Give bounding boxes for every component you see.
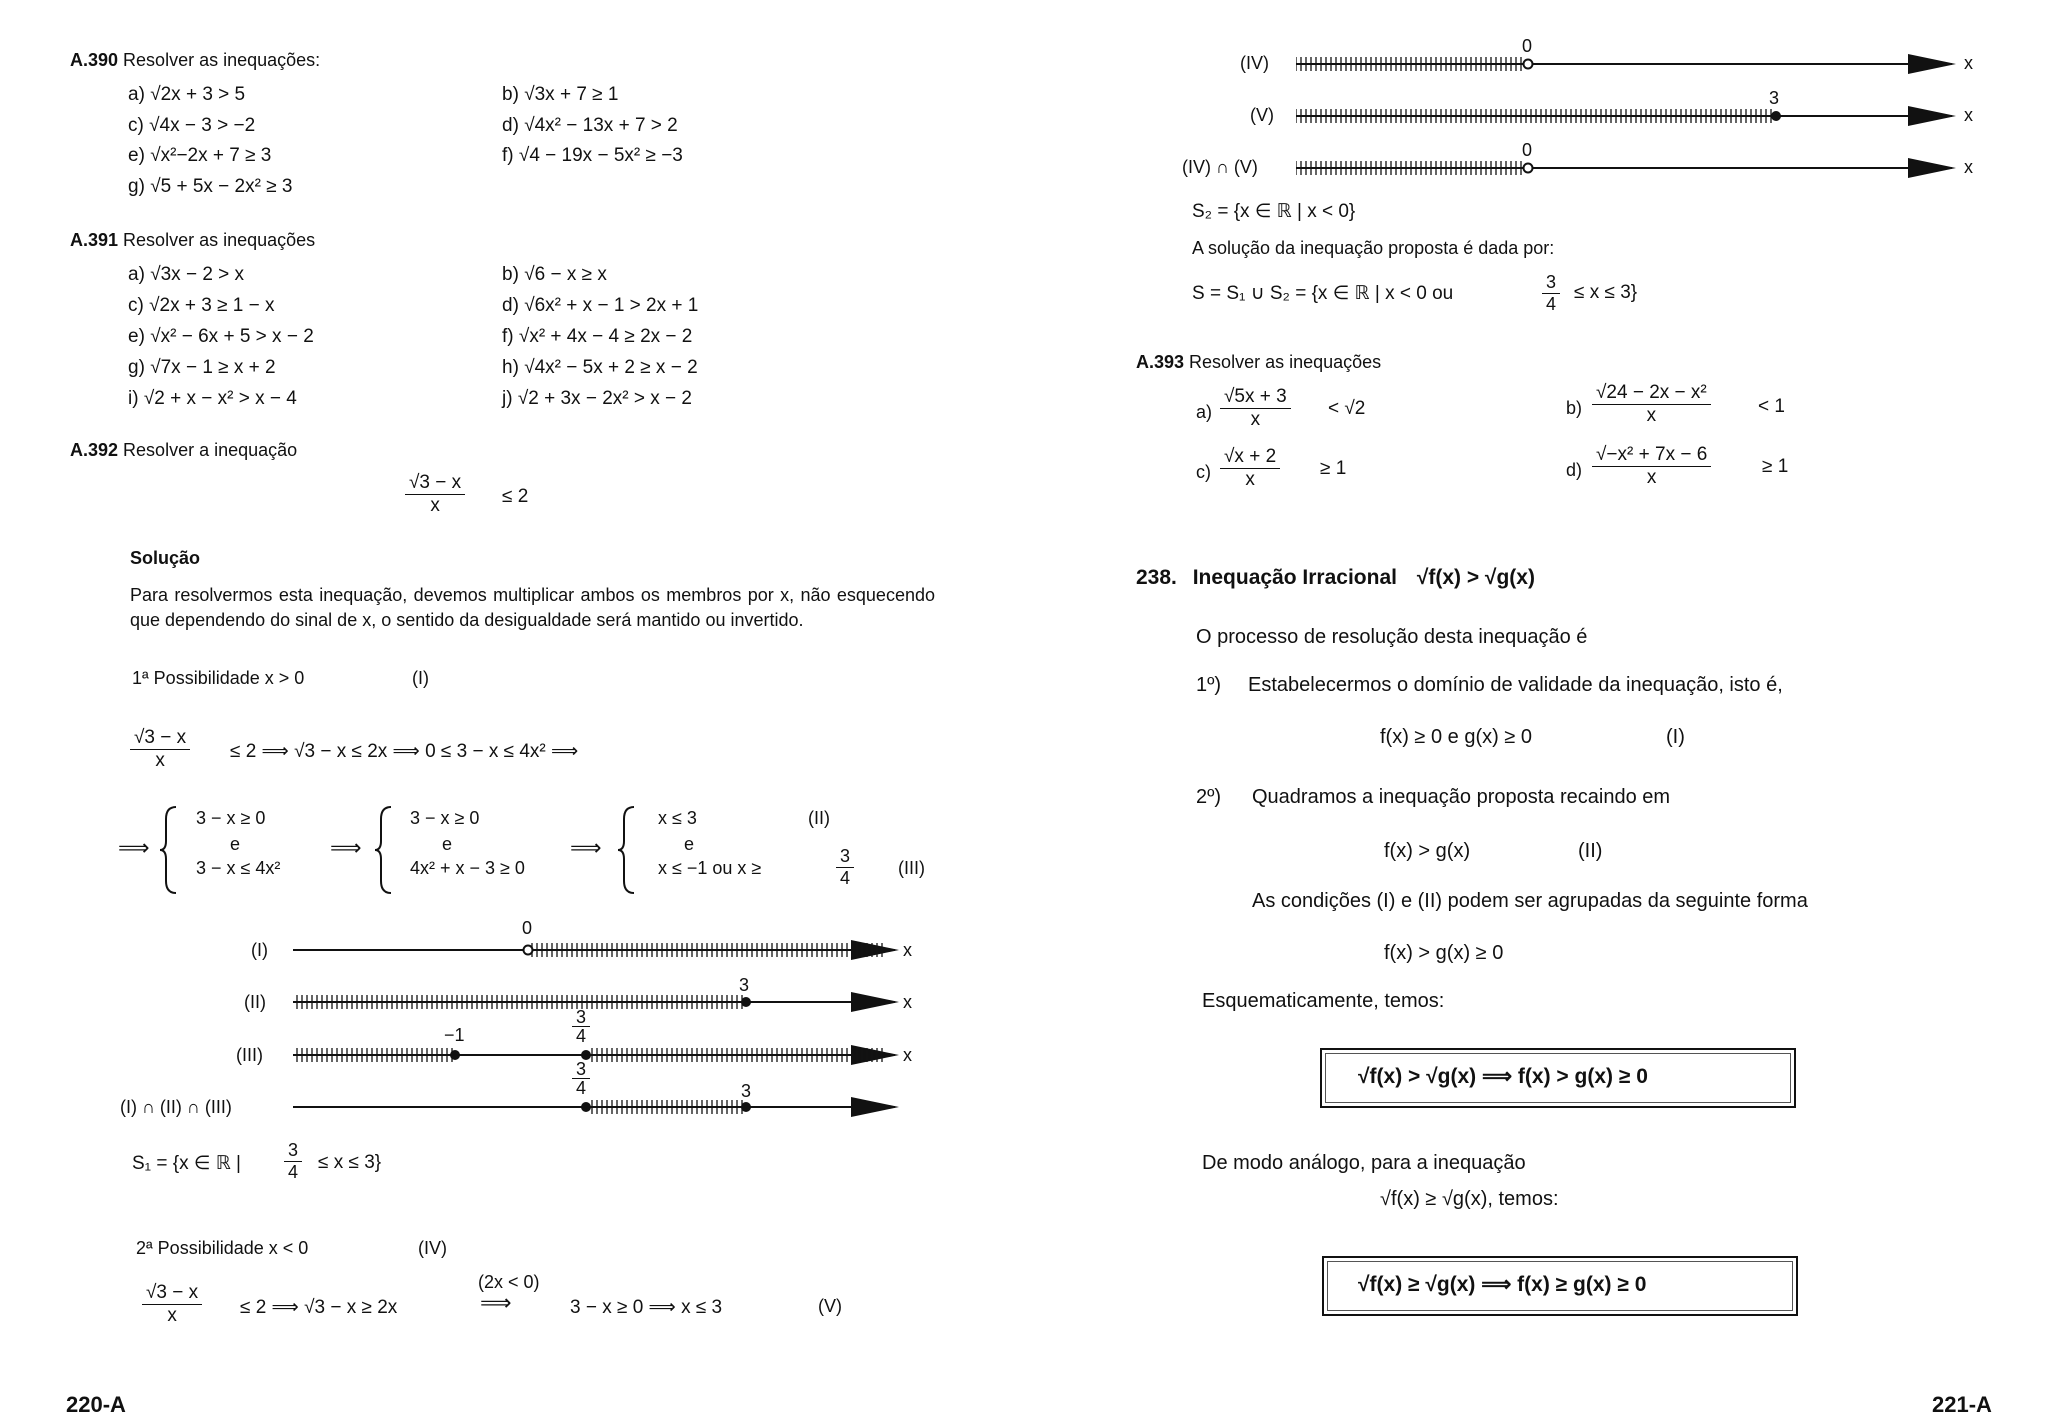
tag: (V) <box>818 1296 842 1316</box>
exercise-label: A.391 <box>70 230 119 250</box>
system-line: x ≤ −1 ou x ≥ <box>658 858 762 878</box>
system-line: e <box>684 834 695 854</box>
left-brace <box>618 805 638 895</box>
step-number: 1º) <box>1196 674 1222 696</box>
fraction: $\frac{\text{√−x² + 7x − 6}}{x}$ <box>1592 444 1711 489</box>
shaded-interval <box>1296 109 1774 123</box>
section-number: 238. <box>1136 566 1177 589</box>
fraction: $\frac{√3 - x}{x}$ <box>405 472 465 517</box>
system-line: x ≤ 3 <box>658 808 697 828</box>
inequality-rhs: ≤ 2 <box>502 486 529 507</box>
tick-label: 0 <box>1522 140 1533 160</box>
line-label: (III) <box>236 1045 263 1065</box>
exercise-item: e) √x²−2x + 7 ≥ 3 <box>128 145 272 166</box>
fraction: $\frac{\text{√24 − 2x − x²}}{x}$ <box>1592 382 1711 427</box>
axis-label: x <box>903 940 912 960</box>
derivation-step: ≤ 2 ⟹ √3 − x ≥ 2x <box>240 1297 398 1318</box>
left-brace <box>375 805 395 895</box>
axis-label: x <box>903 1045 912 1065</box>
system-line: e <box>230 834 241 854</box>
possibility-2: 2ª Possibilidade x < 0 <box>136 1238 309 1258</box>
line-label: (V) <box>1250 105 1274 125</box>
exercise-title: Resolver as inequações <box>118 230 316 250</box>
schema-text: Esquematicamente, temos: <box>1202 990 1445 1012</box>
tick-label: 3 <box>1769 88 1780 108</box>
solution-heading: Solução <box>130 548 201 568</box>
page-number: 220-A <box>66 1392 126 1417</box>
open-point <box>524 946 533 955</box>
tag: (III) <box>898 858 925 878</box>
exercise-label: A.392 <box>70 440 119 460</box>
tick-label: −1 <box>444 1025 465 1045</box>
implies-arrow: ⟹ <box>330 835 362 860</box>
step-text: Quadramos a inequação proposta recaindo em <box>1252 786 1671 808</box>
solution-paragraph: Para resolvermos esta inequação, devemos multiplicar ambos os membros por x, não esquecendo que dependendo do sinal de x, o sentido da desigualdade será mantido ou invertido. <box>130 585 935 630</box>
exercise-item: a) √2x + 3 > 5 <box>128 84 246 105</box>
exercise-item: d) √4x² − 13x + 7 > 2 <box>502 115 678 136</box>
axis-label: x <box>1964 105 1973 125</box>
inequality-rhs: < √2 <box>1328 398 1366 419</box>
open-point <box>1524 60 1533 69</box>
fraction: $\frac{3}{4}$ <box>284 1140 302 1183</box>
closed-point <box>450 1050 460 1060</box>
analog-expr: √f(x) ≥ √g(x), temos: <box>1380 1188 1559 1210</box>
group-text: As condições (I) e (II) podem ser agrupadas da seguinte forma <box>1252 890 1808 912</box>
solution-set-s2: S₂ = {x ∈ ℝ | x < 0} <box>1192 201 1356 222</box>
exercise-title: Resolver a inequação <box>118 440 298 460</box>
tag: (II) <box>808 808 830 828</box>
closed-point <box>741 997 751 1007</box>
exercise-a393-heading <box>1136 352 1381 373</box>
solution-set-s1-end: ≤ x ≤ 3} <box>318 1152 382 1173</box>
closed-point <box>1771 111 1781 121</box>
closed-point <box>581 1102 591 1112</box>
exercise-item: a) √3x − 2 > x <box>128 264 245 285</box>
final-solution-set-end: ≤ x ≤ 3} <box>1574 282 1638 303</box>
exercise-item: g) √7x − 1 ≥ x + 2 <box>128 357 276 378</box>
item-prefix: c) <box>1196 462 1211 482</box>
tag: (I) <box>412 668 429 688</box>
exercise-item: f) √x² + 4x − 4 ≥ 2x − 2 <box>502 326 693 347</box>
tag: (I) <box>1666 726 1685 748</box>
condition-label: (2x < 0) <box>478 1272 540 1292</box>
fraction: $\frac{√3 - x}{x}$ <box>130 727 190 772</box>
system-line: 3 − x ≤ 4x² <box>196 858 281 878</box>
exercise-a392-heading <box>70 440 297 461</box>
exercise-item: j) √2 + 3x − 2x² > x − 2 <box>502 388 692 409</box>
system-line: 4x² + x − 3 ≥ 0 <box>410 858 525 878</box>
implies-arrow: ⟹ <box>480 1290 512 1315</box>
implies-arrow: ⟹ <box>570 835 602 860</box>
group-expr: f(x) > g(x) ≥ 0 <box>1384 942 1504 964</box>
axis-label: x <box>1964 53 1973 73</box>
analog-text: De modo análogo, para a inequação <box>1202 1152 1526 1174</box>
tag: (II) <box>1578 840 1603 862</box>
intro-text: O processo de resolução desta inequação é <box>1196 626 1588 648</box>
open-point <box>1524 164 1533 173</box>
exercise-item: h) √4x² − 5x + 2 ≥ x − 2 <box>502 357 698 378</box>
fraction: $\frac{3}{4}$ <box>572 1060 590 1097</box>
conclusion-text: A solução da inequação proposta é dada por: <box>1192 238 1555 258</box>
derivation-step: 3 − x ≥ 0 ⟹ x ≤ 3 <box>570 1297 723 1318</box>
result-formula: √f(x) > √g(x) ⟹ f(x) > g(x) ≥ 0 <box>1358 1065 1648 1088</box>
shaded-interval <box>1296 161 1524 175</box>
exercise-item: b) √6 − x ≥ x <box>502 264 607 285</box>
inequality-rhs: ≥ 1 <box>1320 458 1347 479</box>
shaded-interval <box>1296 57 1524 71</box>
axis-label: x <box>903 992 912 1012</box>
exercise-a390-heading <box>70 50 320 71</box>
exercise-label: A.393 <box>1136 352 1185 372</box>
fraction: $\frac{√5x + 3}{x}$ <box>1220 386 1291 431</box>
exercise-item: g) √5 + 5x − 2x² ≥ 3 <box>128 176 293 197</box>
exercise-item: e) √x² − 6x + 5 > x − 2 <box>128 326 314 347</box>
final-solution-set: S = S₁ ∪ S₂ = {x ∈ ℝ | x < 0 ou <box>1192 283 1454 304</box>
shaded-interval <box>588 1048 885 1062</box>
fraction: $\frac{3}{4}$ <box>1542 272 1560 315</box>
inequality-rhs: ≥ 1 <box>1762 456 1789 477</box>
fraction: $\frac{3}{4}$ <box>572 1008 590 1045</box>
item-prefix: a) <box>1196 402 1213 422</box>
implies-arrow: ⟹ <box>118 835 150 860</box>
line-label: (II) <box>244 992 266 1012</box>
exercise-item: f) √4 − 19x − 5x² ≥ −3 <box>502 145 683 166</box>
line-label: (I) ∩ (II) ∩ (III) <box>120 1097 232 1117</box>
page-number: 221-A <box>1932 1392 1992 1417</box>
shaded-interval <box>530 943 885 957</box>
solution-set-s1: S₁ = {x ∈ ℝ | <box>132 1153 241 1174</box>
fraction: $\frac{3}{4}$ <box>836 846 854 889</box>
system-line: e <box>442 834 453 854</box>
tag: (IV) <box>418 1238 447 1258</box>
exercise-item: c) √4x − 3 > −2 <box>128 115 256 136</box>
shaded-interval <box>293 1048 453 1062</box>
exercise-item: i) √2 + x − x² > x − 4 <box>128 388 297 409</box>
exercise-a391-heading <box>70 230 315 251</box>
system-line: 3 − x ≥ 0 <box>410 808 480 828</box>
exercise-item: b) √3x + 7 ≥ 1 <box>502 84 619 105</box>
item-prefix: d) <box>1566 460 1583 480</box>
section-heading <box>1136 566 1535 590</box>
exercise-item: c) √2x + 3 ≥ 1 − x <box>128 295 275 316</box>
result-formula: √f(x) ≥ √g(x) ⟹ f(x) ≥ g(x) ≥ 0 <box>1358 1273 1647 1296</box>
result-box <box>1322 1256 1798 1316</box>
tick-label: 3 <box>741 1081 752 1101</box>
step-expr: f(x) ≥ 0 e g(x) ≥ 0 <box>1380 726 1532 748</box>
closed-point <box>741 1102 751 1112</box>
axis-label: x <box>1964 157 1973 177</box>
step-number: 2º) <box>1196 786 1222 808</box>
right-page <box>1024 0 2048 1427</box>
shaded-interval <box>588 1100 746 1114</box>
exercise-label: A.390 <box>70 50 119 70</box>
line-label: (IV) ∩ (V) <box>1182 157 1258 177</box>
tick-label: 0 <box>1522 36 1533 56</box>
derivation-step: ≤ 2 ⟹ √3 − x ≤ 2x ⟹ 0 ≤ 3 − x ≤ 4x² ⟹ <box>230 741 579 762</box>
inequality-rhs: < 1 <box>1758 396 1785 417</box>
exercise-title: Resolver as inequações <box>1184 352 1382 372</box>
step-expr: f(x) > g(x) <box>1384 840 1471 862</box>
line-label: (I) <box>251 940 268 960</box>
system-line: 3 − x ≥ 0 <box>196 808 266 828</box>
item-prefix: b) <box>1566 398 1583 418</box>
step-text: Estabelecermos o domínio de validade da inequação, isto é, <box>1248 674 1783 696</box>
section-title: Inequação Irracional <box>1192 566 1397 589</box>
tick-label: 0 <box>522 918 533 938</box>
line-label: (IV) <box>1240 53 1269 73</box>
fraction: $\frac{√3 - x}{x}$ <box>142 1282 202 1327</box>
left-brace <box>160 805 180 895</box>
section-title-expr: √f(x) > √g(x) <box>1416 566 1535 589</box>
tick-label: 3 <box>739 975 750 995</box>
number-lines-figure <box>0 910 1000 1120</box>
shaded-interval <box>293 995 745 1009</box>
possibility-1: 1ª Possibilidade x > 0 <box>132 668 305 688</box>
exercise-title: Resolver as inequações: <box>118 50 321 70</box>
fraction: $\frac{√x + 2}{x}$ <box>1220 446 1280 491</box>
exercise-item: d) √6x² + x − 1 > 2x + 1 <box>502 295 699 316</box>
result-box <box>1320 1048 1796 1108</box>
